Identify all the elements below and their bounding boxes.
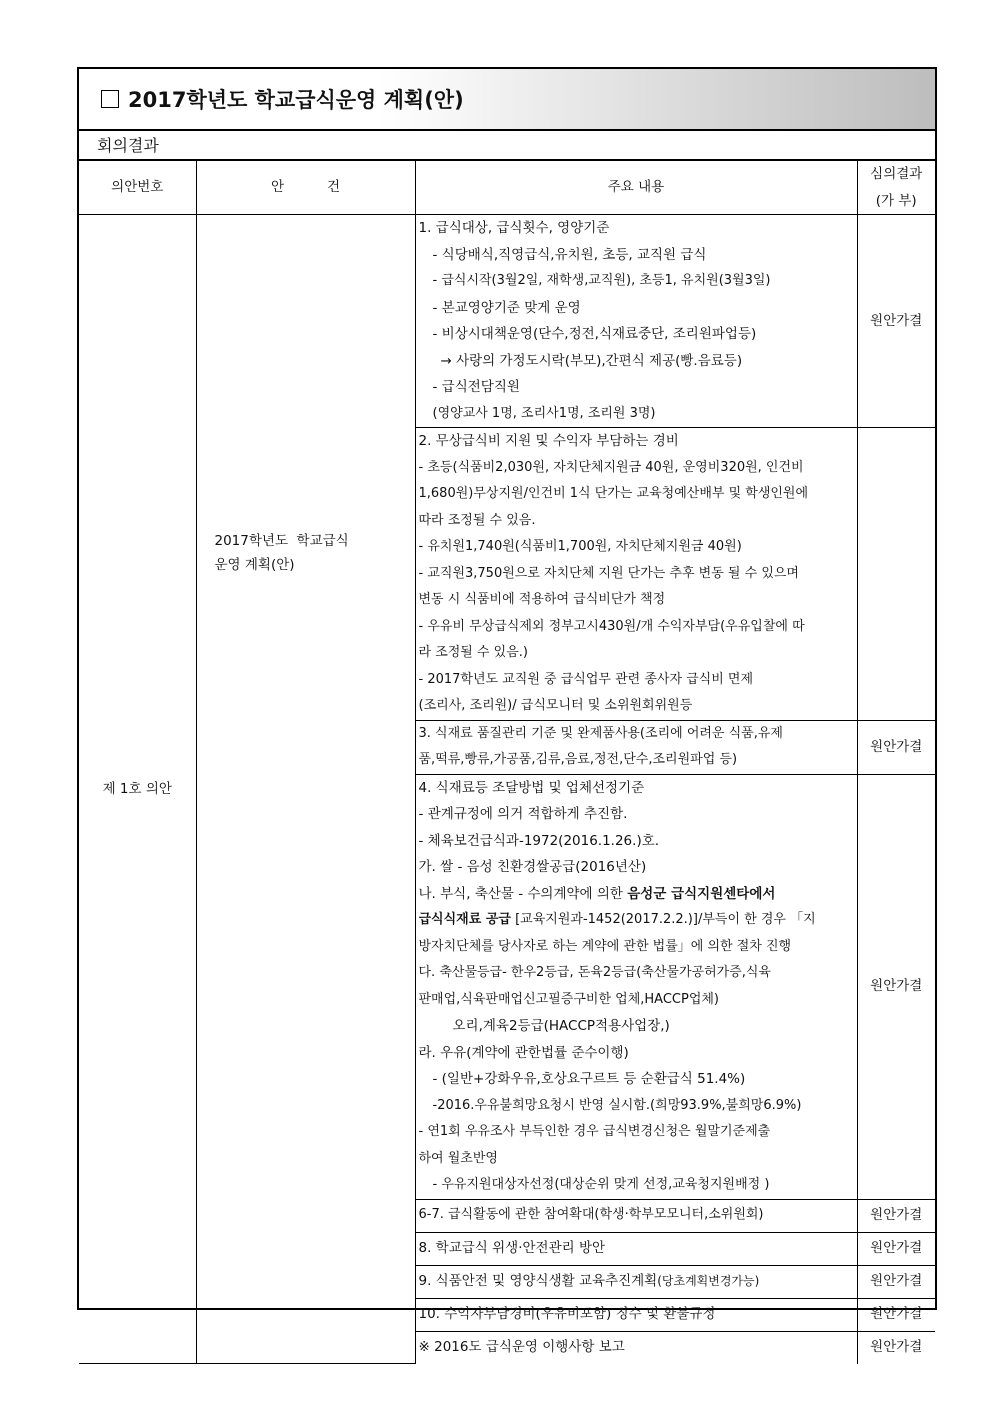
agenda-title bbox=[196, 215, 415, 1364]
result-section-8: 원안가결 bbox=[857, 1232, 935, 1265]
content-line: → 사랑의 가정도시락(부모),간편식 제공(빵.음료등) bbox=[440, 352, 743, 369]
content-line: 따라 조정될 수 있음. bbox=[418, 512, 536, 528]
content-line: 3. 식재료 품질관리 기준 및 완제품사용(조리에 어려운 식품,유제 bbox=[418, 725, 783, 741]
header-result-line1: 심의결과 bbox=[870, 166, 923, 182]
content-line bbox=[419, 881, 854, 908]
content-line: - 우유지원대상자선정(대상순위 맞게 선정,교육청지원배정 ) bbox=[432, 1177, 770, 1192]
meeting-result-label: 회의결과 bbox=[79, 131, 935, 160]
agenda-title-line1: 2017학년도 학교급식 bbox=[214, 533, 349, 549]
content-line: - 급식전담직원 bbox=[432, 379, 520, 395]
content-line: 8. 학교급식 위생·안전관리 방안 bbox=[418, 1240, 606, 1257]
content-line: (조리사, 조리원)/ 급식모니터 및 소위원회위원등 bbox=[418, 698, 693, 713]
table-header-row bbox=[79, 161, 935, 215]
content-line: 라. 우유(계약에 관한법률 준수이행) bbox=[418, 1044, 629, 1061]
header-agenda: 안 건 bbox=[196, 161, 415, 215]
content-line: 판매업,식육판매업신고필증구비한 업체,HACCP업체) bbox=[418, 991, 720, 1007]
content-section-6-7 bbox=[415, 1199, 857, 1232]
content-line: - 연1회 우유조사 부득인한 경우 급식변경신청은 월말기준제출 bbox=[418, 1124, 771, 1139]
content-line: 변동 시 식품비에 적용하여 급식비단가 책정 bbox=[418, 592, 666, 607]
content-line: - 비상시대책운영(단수,정전,식재료중단, 조리원파업등) bbox=[432, 326, 757, 342]
content-text: 9. 식품안전 및 영양식생활 교육추진계획 bbox=[418, 1273, 658, 1290]
content-line: 4. 식재료등 조달방법 및 업체선정기준 bbox=[418, 779, 645, 796]
result-section-1: 원안가결 bbox=[857, 215, 935, 428]
content-line: 다. 축산물등급- 한우2등급, 돈육2등급(축산물가공허가증,식육 bbox=[418, 965, 771, 980]
content-line: - 2017학년도 교직원 중 급식업무 관련 종사자 급식비 면제 bbox=[418, 671, 754, 687]
content-line: - 초등(식품비2,030원, 자치단체지원금 40원, 운영비320원, 인건비 bbox=[418, 459, 804, 475]
content-line: - 체육보건급식과-1972(2016.1.26.)호. bbox=[418, 832, 660, 849]
content-line: 가. 쌀 - 음성 친환경쌀공급(2016년산) bbox=[418, 859, 647, 875]
header-result bbox=[857, 161, 935, 215]
result-section-6-7: 원안가결 bbox=[857, 1199, 935, 1232]
result-section-3: 원안가결 bbox=[857, 720, 935, 774]
content-line: - 본교영양기준 맞게 운영 bbox=[432, 299, 581, 316]
content-section-3 bbox=[415, 720, 857, 774]
content-section-10 bbox=[415, 1298, 857, 1331]
content-section-4 bbox=[415, 774, 857, 1199]
content-line bbox=[419, 1268, 854, 1295]
agenda-title-line2: 운영 계획(안) bbox=[214, 557, 295, 573]
agenda-number: 제 1호 의안 bbox=[79, 215, 196, 1364]
content-line: (영양교사 1명, 조리사1명, 조리원 3명) bbox=[432, 405, 656, 421]
content-line: 2. 무상급식비 지원 및 수익자 부담하는 경비 bbox=[418, 433, 679, 449]
content-text: [교육지원과-1452(2017.2.2.)]/부득이 한 경우 「지 bbox=[515, 912, 816, 927]
header-agenda-no: 의안번호 bbox=[79, 161, 196, 215]
result-section-2 bbox=[857, 428, 935, 721]
title-bar bbox=[79, 69, 935, 131]
content-line: ※ 2016도 급식운영 이행사항 보고 bbox=[418, 1339, 625, 1356]
content-section-2 bbox=[415, 428, 857, 721]
content-line: - (일반+강화우유,호상요구르트 등 순환급식 51.4%) bbox=[432, 1071, 746, 1087]
content-line: - 급식시작(3월2일, 재학생,교직원), 초등1, 유치원(3월3일) bbox=[432, 273, 771, 288]
content-bold-text: 급식식재료 공급 bbox=[418, 912, 511, 927]
result-section-10: 원안가결 bbox=[857, 1298, 935, 1331]
content-bold-text: 음성군 급식지원센타에서 bbox=[627, 885, 776, 902]
checkbox-square-icon bbox=[101, 90, 119, 108]
content-line bbox=[419, 907, 854, 934]
content-line: - 유치원1,740원(식품비1,700원, 자치단체지원금 40원) bbox=[418, 539, 742, 554]
agenda-table bbox=[79, 160, 935, 1364]
content-line: 10. 수익자부담경비(우유비포함) 징수 및 환불규정 bbox=[418, 1306, 716, 1323]
content-line: 1,680원)무상지원/인건비 1식 단가는 교육청예산배부 및 학생인원에 bbox=[418, 486, 809, 501]
content-section-8 bbox=[415, 1232, 857, 1265]
header-result-line2: (가 부) bbox=[875, 192, 917, 209]
content-section-report bbox=[415, 1331, 857, 1364]
content-line: 1. 급식대상, 급식횟수, 영양기준 bbox=[418, 220, 610, 236]
document-frame bbox=[77, 67, 937, 1356]
result-section-4: 원안가결 bbox=[857, 774, 935, 1199]
header-content: 주요 내용 bbox=[415, 161, 857, 215]
content-line: 품,떡류,빵류,가공품,김류,음료,정전,단수,조리원파업 등) bbox=[418, 752, 738, 767]
content-line: -2016.우유불희망요청시 반영 실시함.(희망93.9%,불희망6.9%) bbox=[432, 1097, 802, 1113]
content-line: 6-7. 급식활동에 관한 참여확대(학생·학부모모니터,소위원회) bbox=[418, 1207, 764, 1223]
content-section-1 bbox=[415, 215, 857, 428]
content-line: - 식당배식,직영급식,유치원, 초등, 교직원 급식 bbox=[432, 246, 707, 263]
content-line: - 우유비 무상급식제외 정부고시430원/개 수익자부담(우유입찰에 따 bbox=[418, 618, 805, 634]
content-text: 나. 부식, 축산물 - 수의계약에 의한 bbox=[418, 885, 623, 902]
content-line: - 관계규정에 의거 적합하게 추진함. bbox=[418, 806, 628, 822]
document-title: 2017학년도 학교급식운영 계획(안) bbox=[128, 88, 464, 112]
content-section-9 bbox=[415, 1265, 857, 1298]
content-line: 라 조정될 수 있음.) bbox=[418, 645, 529, 660]
content-line: - 교직원3,750원으로 자치단체 지원 단가는 추후 변동 될 수 있으며 bbox=[418, 565, 799, 581]
table-row bbox=[79, 215, 935, 428]
content-line: 하여 월초반영 bbox=[418, 1150, 498, 1166]
content-line: 방자치단체를 당사자로 하는 계약에 관한 법률」에 의한 절차 진행 bbox=[418, 938, 792, 954]
result-section-9: 원안가결 bbox=[857, 1265, 935, 1298]
result-section-report: 원안가결 bbox=[857, 1331, 935, 1364]
content-small-text: (당초계획변경가능) bbox=[657, 1274, 760, 1289]
content-line: 오리,계육2등급(HACCP적용사업장,) bbox=[452, 1018, 670, 1034]
